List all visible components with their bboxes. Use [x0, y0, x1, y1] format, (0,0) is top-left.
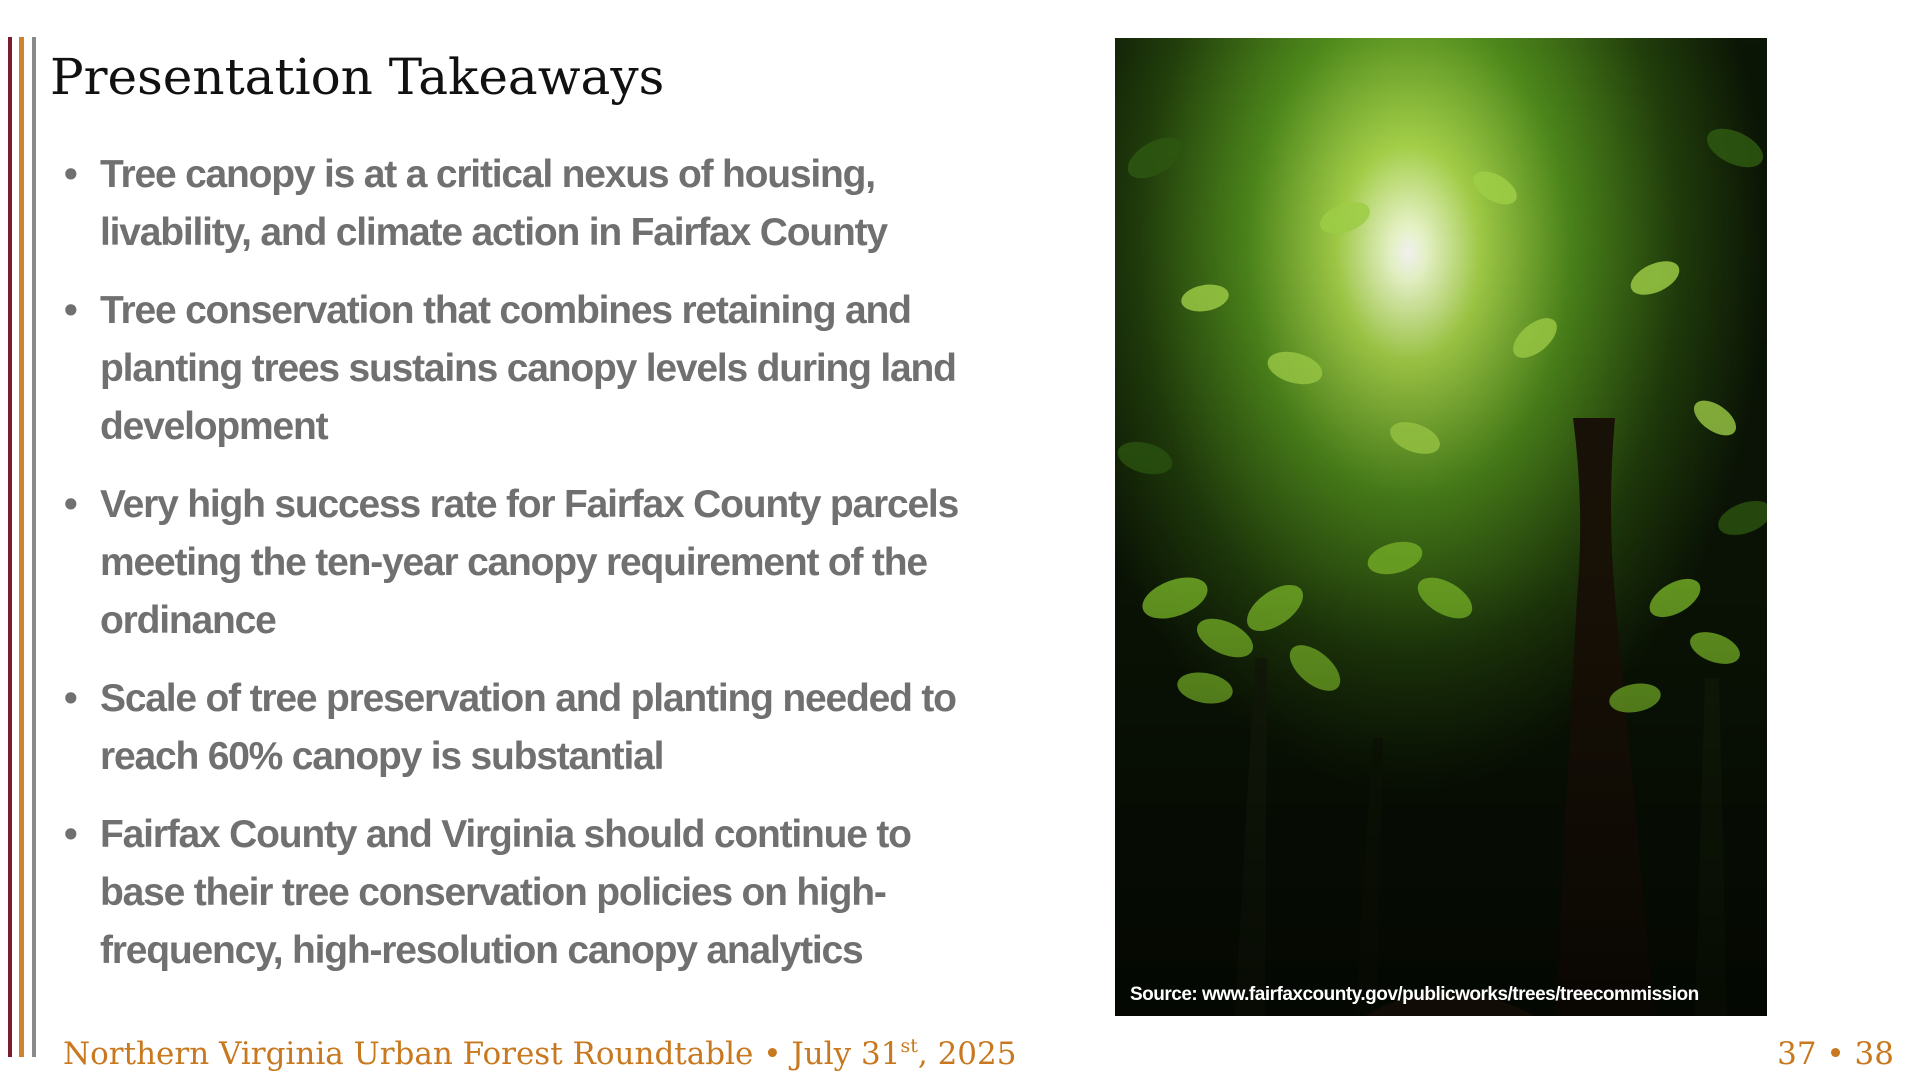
footer-date-month: July 31 — [791, 1036, 901, 1072]
takeaway-item-3: • Very high success rate for Fairfax County parcels meeting the ten-year canopy requirement of the ordinance — [100, 476, 980, 650]
accent-bar-dark-red — [8, 37, 12, 1057]
takeaway-item-1: • Tree canopy is at a critical nexus of housing, livability, and climate action in Fairfax County — [100, 146, 980, 262]
slide-footer — [63, 1036, 1016, 1072]
accent-bar-orange — [19, 37, 24, 1057]
footer-date-suffix: st — [900, 1035, 918, 1057]
forest-canopy-photo — [1115, 38, 1767, 1016]
accent-bar-gray — [32, 37, 36, 1057]
page-separator: • — [1816, 1036, 1855, 1072]
photo-source-caption: Source: www.fairfaxcounty.gov/publicworks/trees/treecommission — [1130, 984, 1699, 1005]
footer-date-year: , 2025 — [917, 1036, 1017, 1072]
footer-event-name: Northern Virginia Urban Forest Roundtable — [63, 1036, 754, 1072]
takeaway-item-4: • Scale of tree preservation and planting needed to reach 60% canopy is substantial — [100, 670, 980, 786]
page-total: 38 — [1854, 1036, 1894, 1072]
takeaway-item-5: • Fairfax County and Virginia should continue to base their tree conservation policies on high-frequency, high-resolution canopy analytics — [100, 806, 980, 980]
footer-separator: • — [753, 1036, 792, 1072]
takeaway-item-2: • Tree conservation that combines retaining and planting trees sustains canopy levels during land development — [100, 282, 980, 456]
page-number — [1777, 1036, 1894, 1072]
page-current: 37 — [1777, 1036, 1817, 1072]
forest-canopy-illustration — [1115, 38, 1767, 1016]
slide-title: Presentation Takeaways — [50, 48, 665, 106]
takeaways-list — [100, 146, 980, 1000]
